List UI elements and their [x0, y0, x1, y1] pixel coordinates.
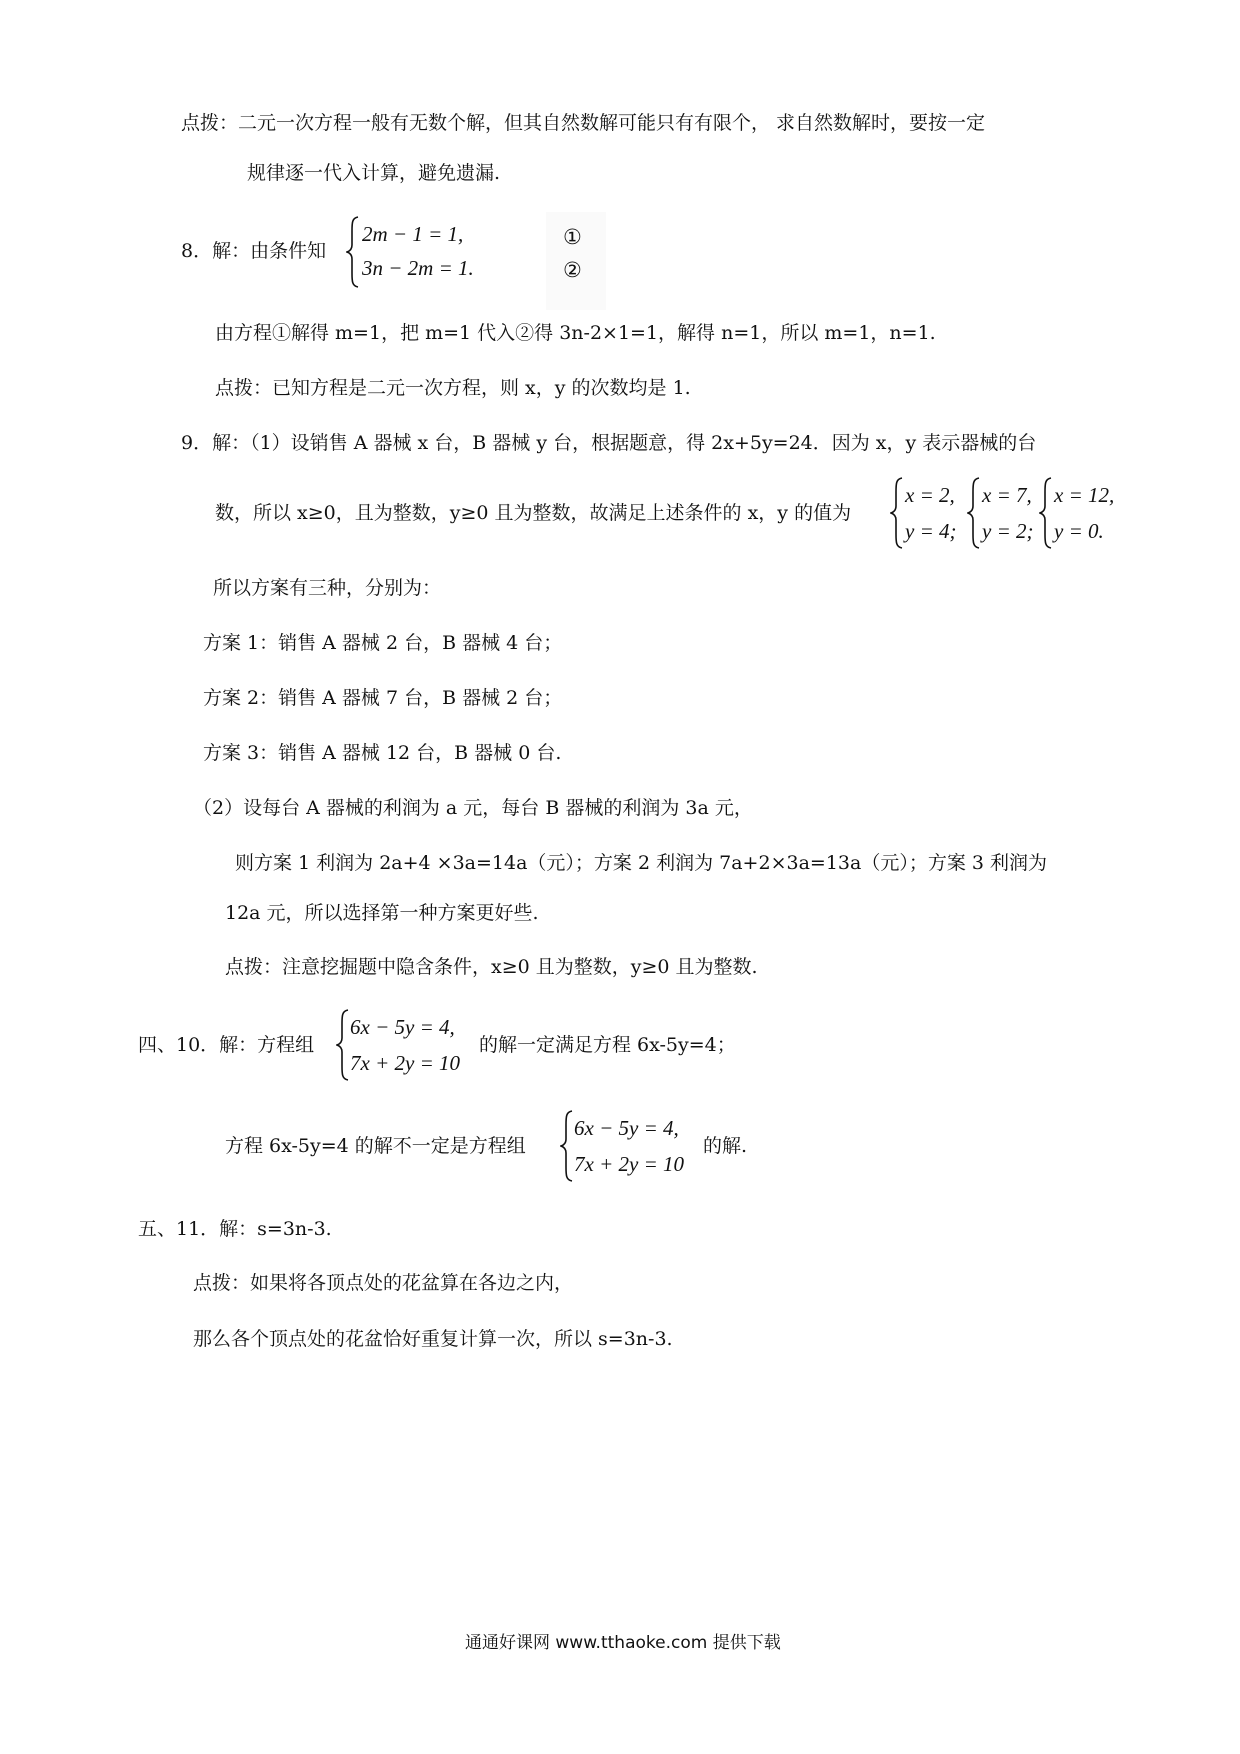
left-brace	[890, 476, 904, 550]
q8-lead: 8．解：由条件知	[181, 240, 327, 262]
hint-q7-line1: 点拨：二元一次方程一般有无数个解，但其自然数解可能只有有限个， 求自然数解时，要按一定	[181, 112, 986, 134]
q9-solution-1-x: x = 2,	[905, 483, 955, 507]
q10-equation-1: 6x − 5y = 4,	[350, 1015, 455, 1039]
q9-solution-3-y: y = 0.	[1054, 519, 1104, 543]
q9-solution-1-y: y = 4;	[905, 519, 957, 543]
q9-hint: 点拨：注意挖掘题中隐含条件，x≥0 且为整数，y≥0 且为整数.	[225, 956, 758, 978]
q10-equation-2: 7x + 2y = 10	[350, 1051, 460, 1075]
q8-equation-2: 3n − 2m = 1.	[362, 256, 474, 280]
q9-solution-1	[890, 476, 968, 551]
q10-lead: 四、10．解：方程组	[138, 1034, 315, 1056]
q10-equation-1b: 6x − 5y = 4,	[574, 1116, 679, 1140]
q11-hint-line1: 点拨：如果将各顶点处的花盆算在各边之内，	[193, 1272, 574, 1294]
left-brace	[967, 476, 981, 550]
q9-profit-line2: 12a 元，所以选择第一种方案更好些.	[225, 902, 539, 924]
q9-solution-2-y: y = 2;	[982, 519, 1034, 543]
q9-plans-intro: 所以方案有三种，分别为：	[213, 577, 442, 599]
q11-answer: 五、11．解：s=3n-3.	[138, 1218, 332, 1240]
left-brace	[1039, 476, 1053, 550]
q8-solution: 由方程①解得 m=1，把 m=1 代入②得 3n-2×1=1，解得 n=1，所以 m=1，n=1.	[215, 322, 936, 344]
plan-1: 方案 1：销售 A 器械 2 台，B 器械 4 台；	[203, 632, 563, 654]
q9-solution-2	[967, 476, 1041, 551]
footer-credit: 通通好课网 www.tthaoke.com 提供下载	[465, 1633, 781, 1653]
q10-line2-tail: 的解.	[703, 1135, 748, 1157]
q9-solution-3-x: x = 12,	[1054, 483, 1115, 507]
q9-profit-line1: 则方案 1 利润为 2a+4 ×3a=14a（元）；方案 2 利润为 7a+2×3a=13a（元）；方案 3 利润为	[235, 852, 1047, 874]
q9-solution-2-x: x = 7,	[982, 483, 1032, 507]
q8-equation-system	[346, 215, 476, 290]
hint-q7-line2: 规律逐一代入计算，避免遗漏.	[247, 162, 501, 184]
q9-line2: 数，所以 x≥0，且为整数，y≥0 且为整数，故满足上述条件的 x，y 的值为	[215, 502, 852, 524]
q9-line1: 9．解：（1）设销售 A 器械 x 台，B 器械 y 台，根据题意，得 2x+5y=24．因为 x，y 表示器械的台	[181, 432, 1037, 454]
q11-hint-line2: 那么各个顶点处的花盆恰好重复计算一次，所以 s=3n-3.	[193, 1328, 673, 1350]
q8-hint: 点拨：已知方程是二元一次方程，则 x，y 的次数均是 1.	[215, 377, 691, 399]
left-brace	[336, 1008, 350, 1082]
q9-solution-3	[1039, 476, 1129, 551]
q8-equation-1: 2m − 1 = 1,	[362, 222, 464, 246]
plan-3: 方案 3：销售 A 器械 12 台，B 器械 0 台.	[203, 742, 562, 764]
circled-2-label: ②	[563, 258, 582, 282]
q10-line2-lead: 方程 6x-5y=4 的解不一定是方程组	[225, 1135, 526, 1157]
left-brace	[560, 1109, 574, 1183]
plan-2: 方案 2：销售 A 器械 7 台，B 器械 2 台；	[203, 687, 563, 709]
q9-part2: （2）设每台 A 器械的利润为 a 元，每台 B 器械的利润为 3a 元，	[193, 797, 753, 819]
q10-equation-system	[336, 1008, 476, 1083]
q10-tail: 的解一定满足方程 6x-5y=4；	[479, 1034, 736, 1056]
q10-equation-system-2	[560, 1109, 700, 1184]
left-brace	[346, 215, 360, 289]
circled-1-label: ①	[563, 225, 582, 249]
q10-equation-2b: 7x + 2y = 10	[574, 1152, 684, 1176]
